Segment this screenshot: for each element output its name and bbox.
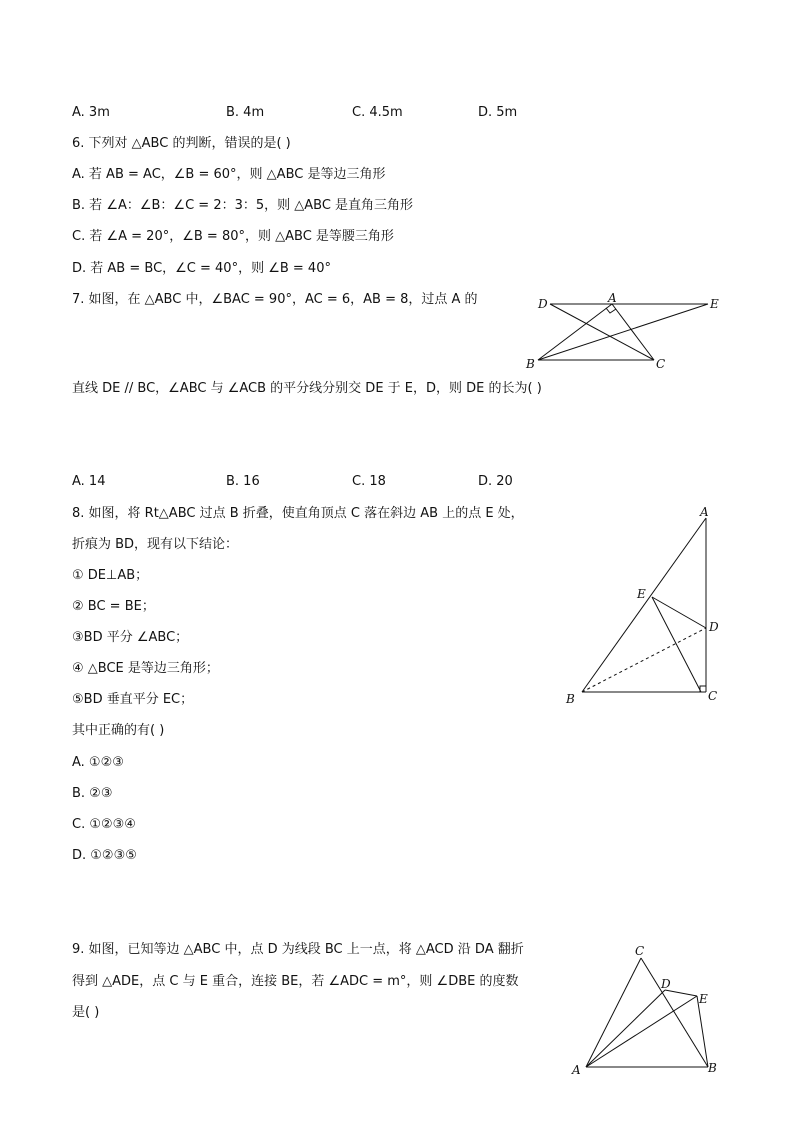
q7-line-ac [612,304,654,360]
q7-figure [520,290,730,380]
q8-label-b: B [566,692,575,706]
q7-stem-line1: 7. 如图，在 △ABC 中，∠BAC = 90°，AC = 6，AB = 8，过点 A 的 [72,292,478,307]
q8-option-a: A. ①②③ [72,755,124,770]
q8-conclusion-2: ② BC = BE； [72,599,155,614]
q9-stem-line3: 是( ) [72,1005,100,1020]
q9-label-c: C [635,944,645,958]
q9-figure [568,940,728,1080]
q8-stem-line1: 8. 如图，将 Rt△ABC 过点 B 折叠，使直角顶点 C 落在斜边 AB 上的点 E 处， [72,506,524,521]
q5-option-b: B. 4m [226,105,265,120]
q7-option-a: A. 14 [72,474,106,489]
q8-conclusion-1: ① DE⊥AB； [72,568,149,583]
q6-option-d: D. 若 AB = BC，∠C = 40°，则 ∠B = 40° [72,261,331,276]
q8-label-d: D [709,620,719,634]
q7-option-b: B. 16 [226,474,260,489]
q9-label-e: E [699,992,708,1006]
q7-label-a: A [608,291,617,305]
q8-stem-line2: 折痕为 BD，现有以下结论： [72,537,239,552]
q6-option-a: A. 若 AB = AC，∠B = 60°，则 △ABC 是等边三角形 [72,167,386,182]
q6-option-c: C. 若 ∠A = 20°，∠B = 80°，则 △ABC 是等腰三角形 [72,229,394,244]
q9-line-ac [586,958,641,1067]
q8-line-bd-dashed [582,628,706,692]
q7-option-c: C. 18 [352,474,386,489]
q8-conclusion-4: ④ △BCE 是等边三角形； [72,661,219,676]
q7-label-d: D [538,297,548,311]
q7-label-c: C [656,357,666,371]
q9-stem-line1: 9. 如图，已知等边 △ABC 中，点 D 为线段 BC 上一点，将 △ACD 沿 DA 翻折 [72,942,524,957]
q8-label-a: A [700,505,709,519]
q7-line-be [538,304,708,360]
q8-label-c: C [708,689,718,703]
q8-label-e: E [637,587,646,601]
q7-line-ab [538,304,612,360]
q7-right-angle-mark [606,308,616,313]
q7-option-d: D. 20 [478,474,513,489]
q5-option-c: C. 4.5m [352,105,403,120]
q8-question: 其中正确的有( ) [72,723,165,738]
q7-label-e: E [710,297,719,311]
q9-line-eb [697,996,708,1067]
q9-line-ad [586,990,665,1067]
q8-conclusion-5: ⑤BD 垂直平分 EC； [72,692,194,707]
q8-option-d: D. ①②③⑤ [72,848,137,863]
q6-stem: 6. 下列对 △ABC 的判断，错误的是( ) [72,136,291,151]
q7-label-b: B [526,357,535,371]
q8-conclusion-3: ③BD 平分 ∠ABC； [72,630,189,645]
q5-option-d: D. 5m [478,105,518,120]
q9-label-d: D [661,977,671,991]
q7-line-dc [550,304,654,360]
q8-option-c: C. ①②③④ [72,817,136,832]
q8-figure [560,500,730,710]
q7-stem-line2: 直线 DE // BC，∠ABC 与 ∠ACB 的平分线分别交 DE 于 E，D，则 DE 的长为( ) [72,381,542,396]
q6-option-b: B. 若 ∠A：∠B：∠C = 2：3：5，则 △ABC 是直角三角形 [72,198,414,213]
q9-line-ae [586,996,697,1067]
q9-line-cb [641,958,708,1067]
q9-stem-line2: 得到 △ADE，点 C 与 E 重合，连接 BE，若 ∠ADC = m°，则 ∠DBE 的度数 [72,974,519,989]
q8-option-b: B. ②③ [72,786,113,801]
q9-label-a: A [572,1063,581,1077]
q5-option-a: A. 3m [72,105,110,120]
q9-label-b: B [708,1061,717,1075]
